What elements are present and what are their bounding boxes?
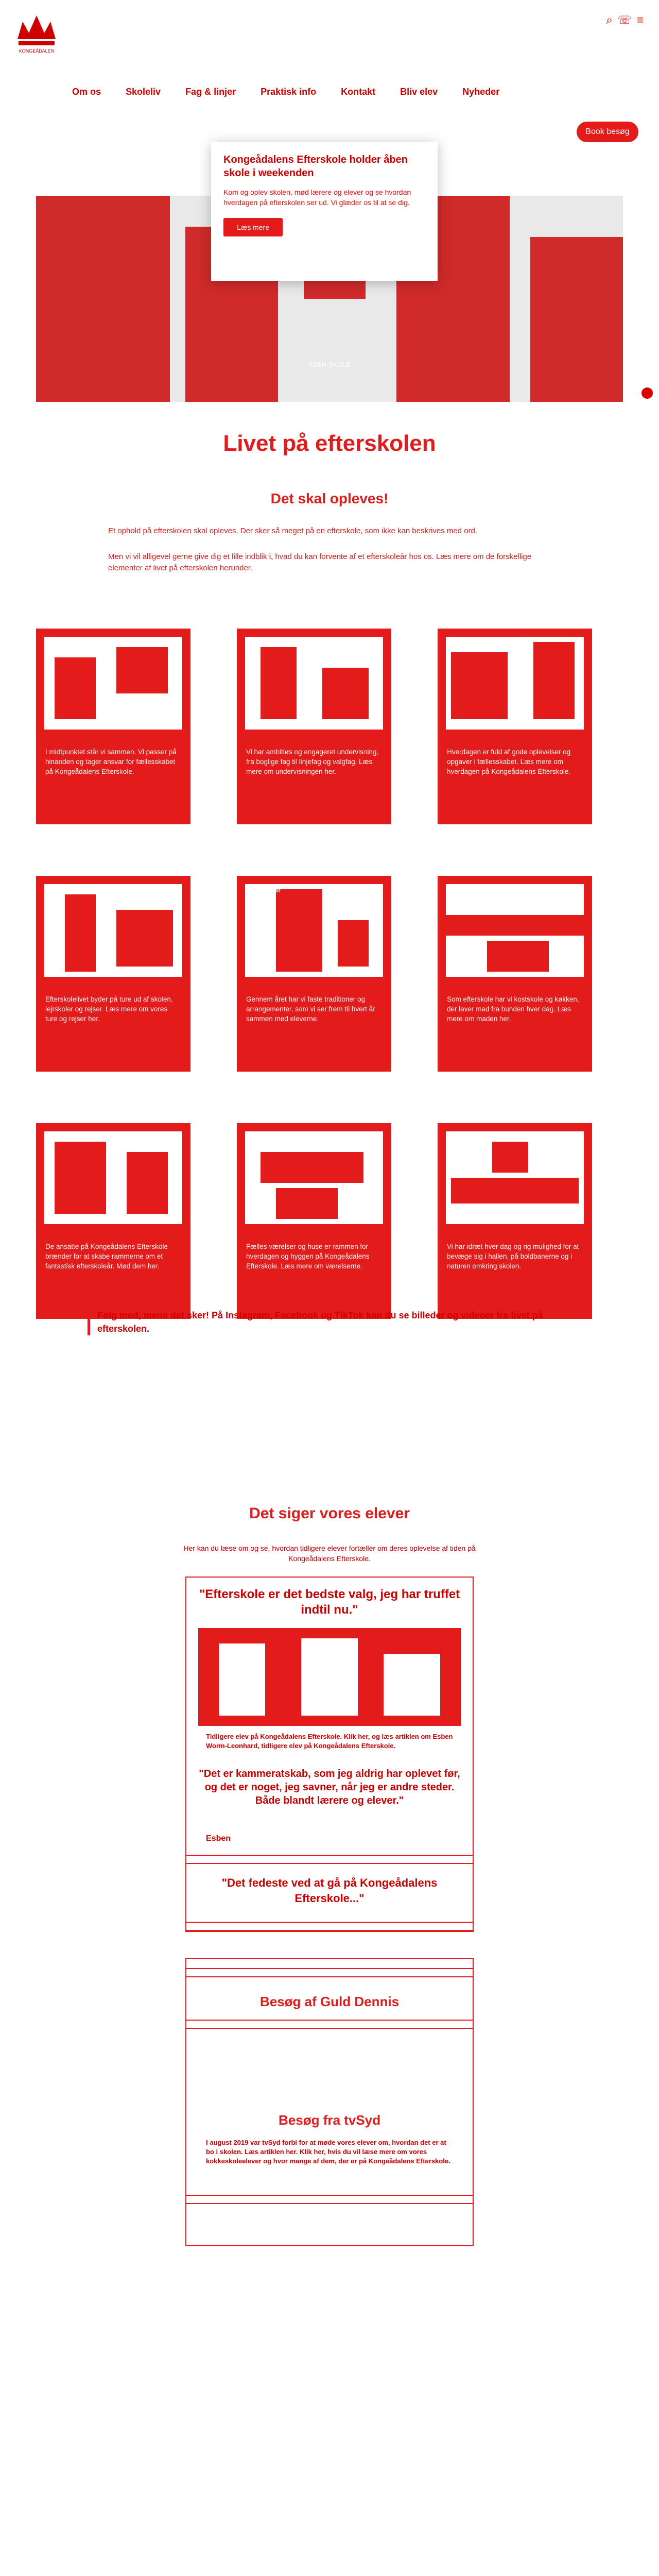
- card[interactable]: [36, 876, 190, 1072]
- school-logo[interactable]: [13, 10, 60, 57]
- card-image: [44, 637, 182, 730]
- card-image: [245, 884, 383, 977]
- card-label: Undervisning: [246, 639, 289, 647]
- card-text: Som efterskole har vi kostskole og køkken, der laver mad fra bunden hver dag. Læs mere om maden her.: [447, 995, 579, 1023]
- video-frame: [185, 2195, 474, 2204]
- testimonial-author: Esben: [206, 1834, 231, 1843]
- slider-divider: [185, 1855, 474, 1864]
- card-image: [44, 1131, 182, 1224]
- card-text: Efterskolelivet byder på ture ud af skolen, lejrskoler og rejser. Læs mere om vores ture og rejser her.: [45, 995, 173, 1023]
- nav-item[interactable]: Bliv elev: [400, 87, 438, 97]
- card-image: [446, 884, 584, 977]
- video-frame: [185, 1968, 474, 1977]
- menu-icon[interactable]: ≡: [637, 13, 644, 26]
- testimonial-quote: "Det er kammeratskab, som jeg aldrig har oplevet før, og det er noget, jeg savner, når jeg er andre steder. Både blandt lærere og elever.": [199, 1768, 460, 1806]
- nav-item[interactable]: Fag & linjer: [185, 87, 236, 97]
- nav-item[interactable]: Nyheder: [462, 87, 500, 97]
- card[interactable]: [237, 1123, 391, 1319]
- card-label: Idræt: [447, 1133, 464, 1141]
- phone-icon[interactable]: ☏: [617, 13, 632, 26]
- testimonial-quote: "Efterskole er det bedste valg, jeg har truffet indtil nu.": [199, 1587, 460, 1617]
- main-nav: [72, 87, 499, 97]
- card[interactable]: [36, 1123, 190, 1319]
- testimonial-photo: [198, 1628, 461, 1726]
- book-visit-button[interactable]: Book besøg: [577, 122, 638, 142]
- announcement-popup: [211, 142, 438, 281]
- card-label: Traditioner: [246, 886, 281, 894]
- card-text: I midtpunktet står vi sammen. Vi passer på hinanden og tager ansvar for fællesskabet på Kongeådalens Efterskole.: [45, 748, 177, 775]
- hero: [0, 0, 659, 412]
- card-text: Fælles værelser og huse er rammen for hverdagen og hyggen på Kongeådalens Efterskole. Læs mere om værelserne.: [246, 1243, 370, 1270]
- page-title: Livet på efterskolen: [223, 431, 436, 456]
- nav-item[interactable]: Praktisk info: [261, 87, 317, 97]
- page-subtitle: Det skal opleves!: [270, 490, 389, 506]
- card-label: Ture & rejser: [45, 886, 86, 894]
- search-icon[interactable]: ⌕: [606, 13, 613, 26]
- video-title[interactable]: Besøg fra tvSyd: [279, 2112, 380, 2128]
- top-icons: [606, 13, 644, 27]
- card-label: Fællesskab: [45, 639, 82, 647]
- testimonial-quote: "Det fedeste ved at gå på Kongeådalens Efterskole...": [221, 1876, 438, 1905]
- card-text: Vi har ambitiøs og engageret undervisning, fra boglige fag til linjefag og valgfag. Læs mere om undervisningen her.: [246, 748, 379, 775]
- card[interactable]: [237, 629, 391, 824]
- card[interactable]: [438, 876, 592, 1072]
- video-description[interactable]: I august 2019 var tvSyd forbi for at møde vores elever om, hvordan det er at bo i skolen. Læs artiklen her. Klik her, hvis du vil læse mere om vores kokkeskoleelever og hvor mange af dem, der er på Kongeådalens Efterskole.: [206, 2139, 450, 2165]
- scroll-down-icon[interactable]: [641, 387, 653, 399]
- card-image: [446, 637, 584, 730]
- testimonials-subtitle: Her kan du læse om og se, hvordan tidligere elever fortæller om deres oplevelse af tiden på Kongeådalens Efterskole.: [183, 1544, 476, 1563]
- intro-paragraph: Et ophold på efterskolen skal opleves. Der sker så meget på en efterskole, som ikke kan beskrives med ord.: [108, 527, 478, 535]
- nav-item[interactable]: Kontakt: [341, 87, 376, 97]
- video-title[interactable]: Besøg af Guld Dennis: [259, 1994, 400, 2009]
- testimonials-title: Det siger vores elever: [249, 1505, 410, 1522]
- nav-item[interactable]: Om os: [72, 87, 101, 97]
- video-frame: [185, 2020, 474, 2029]
- card-text: Hverdagen er fuld af gode oplevelser og opgaver i fællesskabet. Læs mere om hverdagen på Kongeådalens Efterskole.: [447, 748, 571, 775]
- intro-paragraph: Men vi vil alligevel gerne give dig et lille indblik i, hvad du kan forvente af et efterskoleår hos os. Læs mere om de forskellige elementer af livet på efterskolen herunder.: [108, 552, 532, 572]
- popup-body: Kom og oplev skolen, mød lærere og elever og se hvordan hverdagen på efterskolen ser ud. Vi glæder os til at se dig.: [223, 188, 411, 207]
- card-image: [245, 1131, 383, 1224]
- card-image: [446, 1131, 584, 1224]
- popup-read-more-button[interactable]: Læs mere: [223, 218, 283, 236]
- card-label: Værelser: [246, 1133, 275, 1141]
- card-label: Hverdagen: [447, 639, 482, 647]
- card-label: Kontaktlærer: [45, 1133, 87, 1141]
- svg-text:KONGEÅDALEN: KONGEÅDALEN: [19, 48, 55, 54]
- card[interactable]: [36, 629, 190, 824]
- slider-divider: [185, 1922, 474, 1931]
- card-text: De ansatte på Kongeådalens Efterskole brænder for at skabe rammerne om et fantastisk efterskoleår. Mød dem her.: [45, 1243, 168, 1270]
- card[interactable]: [237, 876, 391, 1072]
- social-follow-text: Følg med, mens det sker! På Instagram, Facebook og TikTok kan du se billeder og videoer fra livet på efterskolen.: [88, 1309, 582, 1335]
- card-text: Vi har idræt hver dag og rig mulighed for at bevæge sig i hallen, på boldbanerne og i naturen omkring skolen.: [447, 1243, 579, 1270]
- card-text: Gennem året har vi faste traditioner og arrangementer, som vi ser frem til hvert år sammen med eleverne.: [246, 995, 375, 1023]
- card-image: [245, 637, 383, 730]
- hero-caption: ÅBEN SKOLE: [308, 361, 351, 368]
- card-label: Kostskole: [447, 886, 479, 894]
- testimonial-caption[interactable]: Tidligere elev på Kongeådalens Efterskole. Klik her, og læs artiklen om Esben Worm-Leonhard, tidligere elev på Kongeådalens Efterskole.: [206, 1733, 453, 1750]
- card-image: [44, 884, 182, 977]
- nav-item[interactable]: Skoleliv: [126, 87, 161, 97]
- card[interactable]: [438, 629, 592, 824]
- popup-title: Kongeådalens Efterskole holder åben skole i weekenden: [223, 154, 408, 179]
- card[interactable]: [438, 1123, 592, 1319]
